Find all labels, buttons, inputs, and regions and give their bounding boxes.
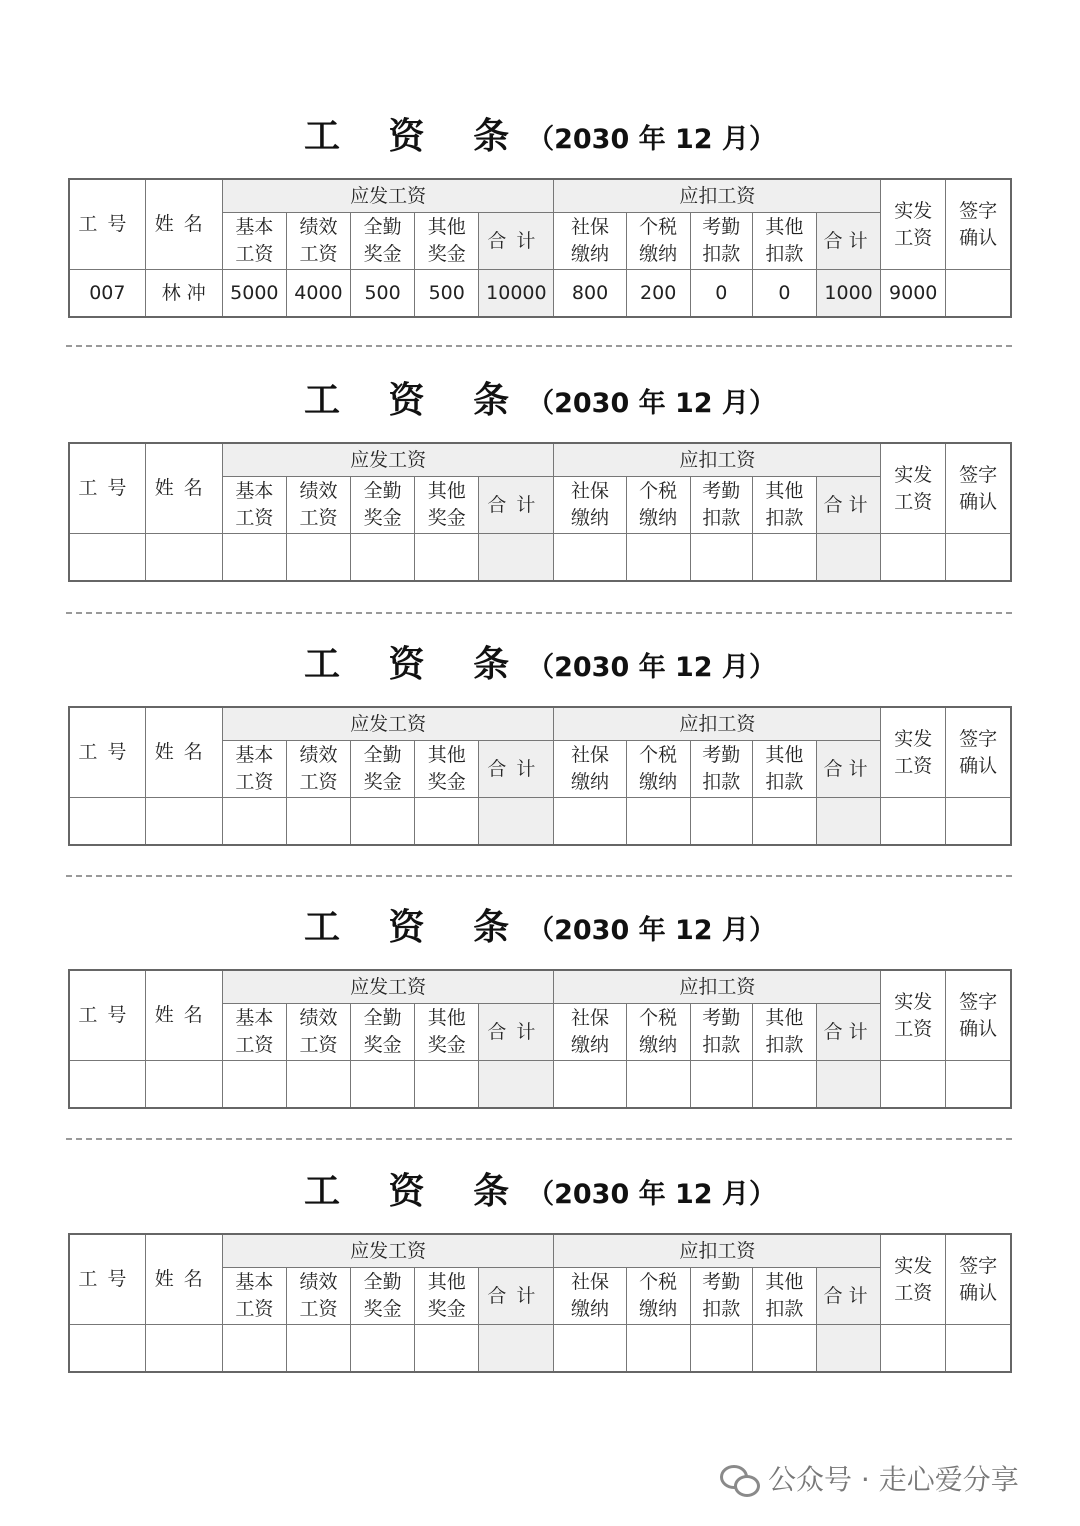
payslip-title (68, 376, 1012, 426)
cell-signature[interactable] (946, 534, 1011, 582)
cut-line (66, 1138, 1012, 1140)
cell-attendance-deduction (690, 1325, 752, 1373)
header-attendance-deduction-label: 考勤扣款 (702, 1271, 741, 1320)
cell-deduct-total (816, 1325, 880, 1373)
header-performance-pay-label: 绩效工资 (299, 1271, 338, 1320)
cell-base-salary (222, 534, 286, 582)
cell-gross-total (479, 1061, 554, 1109)
header-performance-pay-label: 绩效工资 (299, 216, 338, 265)
header-emp-id: 工号 (69, 707, 145, 798)
cell-gross-total (479, 798, 554, 846)
title-period: （2030 年 12 月） (527, 124, 776, 155)
cell-other-deduction: 0 (752, 270, 816, 318)
header-social-security (554, 213, 626, 270)
cell-attendance-bonus: 500 (351, 270, 415, 318)
cell-name (145, 534, 222, 582)
header-name: 姓名 (145, 1234, 222, 1325)
header-attendance-bonus (351, 1004, 415, 1061)
payslip-title (68, 640, 1012, 690)
cell-deduct-total (816, 1061, 880, 1109)
header-income-tax-label: 个税缴纳 (639, 1007, 678, 1056)
cell-signature[interactable] (946, 798, 1011, 846)
header-attendance-deduction-label: 考勤扣款 (702, 744, 741, 793)
table-row (69, 798, 1011, 846)
cell-base-salary (222, 798, 286, 846)
header-net-pay (881, 443, 946, 534)
cell-performance-pay (286, 534, 350, 582)
payslip-table (68, 442, 1012, 582)
cell-signature[interactable] (946, 270, 1011, 318)
cell-deduct-total (816, 534, 880, 582)
header-attendance-bonus-label: 全勤奖金 (363, 1007, 402, 1056)
header-other-bonus-label: 其他奖金 (427, 1271, 466, 1320)
cell-other-deduction (752, 1325, 816, 1373)
header-emp-id: 工号 (69, 1234, 145, 1325)
cell-other-bonus: 500 (415, 270, 479, 318)
cell-social-security (554, 1061, 626, 1109)
header-other-bonus (415, 477, 479, 534)
header-attendance-deduction-label: 考勤扣款 (702, 216, 741, 265)
header-net-pay-label: 实发工资 (894, 727, 933, 777)
cell-performance-pay (286, 1325, 350, 1373)
header-other-bonus (415, 1268, 479, 1325)
cell-base-salary: 5000 (222, 270, 286, 318)
cell-net-pay (881, 798, 946, 846)
header-base-salary (222, 1268, 286, 1325)
header-income-tax (626, 1004, 690, 1061)
cell-signature[interactable] (946, 1325, 1011, 1373)
cut-line (66, 612, 1012, 614)
header-performance-pay (286, 477, 350, 534)
header-deduct-total: 合计 (816, 477, 880, 534)
cell-attendance-deduction (690, 798, 752, 846)
payslip-table (68, 706, 1012, 846)
title-period: （2030 年 12 月） (527, 388, 776, 419)
cell-attendance-deduction (690, 534, 752, 582)
cell-signature[interactable] (946, 1061, 1011, 1109)
cell-gross-total (479, 1325, 554, 1373)
cell-emp-id (69, 1061, 145, 1109)
header-signature (946, 443, 1011, 534)
cell-name (145, 1325, 222, 1373)
table-row (69, 1325, 1011, 1373)
header-performance-pay-label: 绩效工资 (299, 1007, 338, 1056)
cell-base-salary (222, 1061, 286, 1109)
header-attendance-deduction-label: 考勤扣款 (702, 480, 741, 529)
cell-attendance-bonus (351, 1061, 415, 1109)
payslip-title (68, 903, 1012, 953)
header-net-pay (881, 970, 946, 1061)
cell-name: 林 冲 (145, 270, 222, 318)
title-main: 工 资 条 (304, 116, 528, 157)
header-other-bonus-label: 其他奖金 (427, 744, 466, 793)
header-attendance-bonus-label: 全勤奖金 (363, 480, 402, 529)
header-income-tax (626, 477, 690, 534)
header-net-pay (881, 707, 946, 798)
header-base-salary (222, 477, 286, 534)
payslip-table (68, 1233, 1012, 1373)
header-income-tax (626, 213, 690, 270)
header-gross-group: 应发工资 (222, 707, 554, 741)
header-social-security (554, 741, 626, 798)
header-net-pay-label: 实发工资 (894, 463, 933, 513)
header-attendance-bonus-label: 全勤奖金 (363, 744, 402, 793)
header-other-bonus-label: 其他奖金 (427, 1007, 466, 1056)
cell-attendance-deduction (690, 1061, 752, 1109)
cell-net-pay (881, 534, 946, 582)
header-performance-pay (286, 213, 350, 270)
header-net-pay-label: 实发工资 (894, 1254, 933, 1304)
cell-net-pay: 9000 (881, 270, 946, 318)
cell-gross-total (479, 534, 554, 582)
header-base-salary (222, 213, 286, 270)
payslip (68, 380, 1012, 582)
header-performance-pay (286, 1004, 350, 1061)
table-row (69, 534, 1011, 582)
header-gross-group: 应发工资 (222, 1234, 554, 1268)
header-other-bonus-label: 其他奖金 (427, 480, 466, 529)
watermark (720, 1458, 1019, 1502)
header-other-deduction (752, 477, 816, 534)
cell-attendance-bonus (351, 798, 415, 846)
header-other-deduction (752, 1004, 816, 1061)
header-net-pay (881, 179, 946, 270)
title-period: （2030 年 12 月） (527, 915, 776, 946)
header-income-tax-label: 个税缴纳 (639, 744, 678, 793)
header-deduct-total: 合计 (816, 1004, 880, 1061)
header-gross-total: 合计 (479, 1004, 554, 1061)
cut-line (66, 345, 1012, 347)
title-period: （2030 年 12 月） (527, 652, 776, 683)
header-attendance-bonus-label: 全勤奖金 (363, 216, 402, 265)
header-social-security (554, 1004, 626, 1061)
cell-other-bonus (415, 1325, 479, 1373)
header-deduct-group: 应扣工资 (554, 179, 881, 213)
payslip-title (68, 1167, 1012, 1217)
header-deduct-group: 应扣工资 (554, 970, 881, 1004)
cell-other-deduction (752, 1061, 816, 1109)
header-deduct-group: 应扣工资 (554, 707, 881, 741)
header-base-salary (222, 1004, 286, 1061)
header-other-deduction-label: 其他扣款 (765, 744, 804, 793)
header-attendance-bonus (351, 477, 415, 534)
header-performance-pay-label: 绩效工资 (299, 744, 338, 793)
header-other-bonus-label: 其他奖金 (427, 216, 466, 265)
header-gross-group: 应发工资 (222, 179, 554, 213)
cell-deduct-total: 1000 (816, 270, 880, 318)
cell-performance-pay (286, 798, 350, 846)
header-attendance-bonus (351, 741, 415, 798)
payslip (68, 116, 1012, 318)
cell-performance-pay: 4000 (286, 270, 350, 318)
header-signature-label: 签字确认 (959, 199, 998, 249)
header-gross-total: 合计 (479, 213, 554, 270)
header-other-bonus (415, 213, 479, 270)
cell-other-bonus (415, 1061, 479, 1109)
header-attendance-bonus (351, 1268, 415, 1325)
cell-name (145, 798, 222, 846)
header-income-tax (626, 741, 690, 798)
cell-base-salary (222, 1325, 286, 1373)
header-attendance-bonus (351, 213, 415, 270)
header-performance-pay-label: 绩效工资 (299, 480, 338, 529)
header-base-salary-label: 基本工资 (235, 744, 274, 793)
cell-income-tax (626, 1325, 690, 1373)
header-other-deduction-label: 其他扣款 (765, 1007, 804, 1056)
header-attendance-bonus-label: 全勤奖金 (363, 1271, 402, 1320)
header-gross-group: 应发工资 (222, 970, 554, 1004)
header-other-deduction-label: 其他扣款 (765, 480, 804, 529)
title-period: （2030 年 12 月） (527, 1179, 776, 1210)
header-emp-id: 工号 (69, 443, 145, 534)
cell-income-tax (626, 798, 690, 846)
header-base-salary-label: 基本工资 (235, 480, 274, 529)
header-signature-label: 签字确认 (959, 1254, 998, 1304)
header-name: 姓名 (145, 443, 222, 534)
cell-social-security (554, 534, 626, 582)
header-signature (946, 1234, 1011, 1325)
title-main: 工 资 条 (304, 644, 528, 685)
header-base-salary-label: 基本工资 (235, 216, 274, 265)
cell-other-bonus (415, 798, 479, 846)
header-signature (946, 970, 1011, 1061)
header-gross-total: 合计 (479, 1268, 554, 1325)
header-deduct-group: 应扣工资 (554, 1234, 881, 1268)
header-gross-total: 合计 (479, 741, 554, 798)
cell-other-deduction (752, 798, 816, 846)
header-attendance-deduction-label: 考勤扣款 (702, 1007, 741, 1056)
cell-attendance-bonus (351, 1325, 415, 1373)
payslip (68, 644, 1012, 846)
header-performance-pay (286, 741, 350, 798)
cell-income-tax (626, 534, 690, 582)
header-other-bonus (415, 741, 479, 798)
header-gross-group: 应发工资 (222, 443, 554, 477)
cell-gross-total: 10000 (479, 270, 554, 318)
cell-name (145, 1061, 222, 1109)
cell-other-deduction (752, 534, 816, 582)
header-emp-id: 工号 (69, 970, 145, 1061)
title-main: 工 资 条 (304, 1171, 528, 1212)
header-signature (946, 179, 1011, 270)
payslip (68, 907, 1012, 1109)
title-main: 工 资 条 (304, 907, 528, 948)
header-other-deduction (752, 741, 816, 798)
header-social-security (554, 477, 626, 534)
header-social-security-label: 社保缴纳 (571, 744, 610, 793)
cell-attendance-bonus (351, 534, 415, 582)
cell-performance-pay (286, 1061, 350, 1109)
cell-attendance-deduction: 0 (690, 270, 752, 318)
header-attendance-deduction (690, 1268, 752, 1325)
cell-social-security (554, 798, 626, 846)
header-net-pay-label: 实发工资 (894, 199, 933, 249)
cell-emp-id (69, 534, 145, 582)
header-net-pay-label: 实发工资 (894, 990, 933, 1040)
header-other-deduction (752, 1268, 816, 1325)
header-deduct-total: 合计 (816, 213, 880, 270)
title-main: 工 资 条 (304, 380, 528, 421)
header-attendance-deduction (690, 213, 752, 270)
header-income-tax-label: 个税缴纳 (639, 1271, 678, 1320)
header-deduct-group: 应扣工资 (554, 443, 881, 477)
header-other-deduction-label: 其他扣款 (765, 216, 804, 265)
header-signature-label: 签字确认 (959, 463, 998, 513)
header-income-tax-label: 个税缴纳 (639, 480, 678, 529)
cell-net-pay (881, 1061, 946, 1109)
header-social-security (554, 1268, 626, 1325)
header-attendance-deduction (690, 741, 752, 798)
wechat-icon (720, 1463, 760, 1499)
cell-social-security: 800 (554, 270, 626, 318)
header-social-security-label: 社保缴纳 (571, 480, 610, 529)
cell-deduct-total (816, 798, 880, 846)
cut-line (66, 875, 1012, 877)
cell-net-pay (881, 1325, 946, 1373)
header-base-salary-label: 基本工资 (235, 1007, 274, 1056)
table-row (69, 1061, 1011, 1109)
header-emp-id: 工号 (69, 179, 145, 270)
header-deduct-total: 合计 (816, 1268, 880, 1325)
header-attendance-deduction (690, 1004, 752, 1061)
cell-income-tax: 200 (626, 270, 690, 318)
watermark-text: 公众号 · 走心爱分享 (768, 1463, 1019, 1496)
header-social-security-label: 社保缴纳 (571, 216, 610, 265)
header-base-salary-label: 基本工资 (235, 1271, 274, 1320)
header-signature (946, 707, 1011, 798)
header-other-deduction (752, 213, 816, 270)
header-attendance-deduction (690, 477, 752, 534)
header-other-deduction-label: 其他扣款 (765, 1271, 804, 1320)
payslip-table (68, 178, 1012, 318)
header-social-security-label: 社保缴纳 (571, 1007, 610, 1056)
cell-emp-id: 007 (69, 270, 145, 318)
cell-emp-id (69, 1325, 145, 1373)
header-social-security-label: 社保缴纳 (571, 1271, 610, 1320)
cell-other-bonus (415, 534, 479, 582)
payslip-table (68, 969, 1012, 1109)
header-name: 姓名 (145, 179, 222, 270)
header-name: 姓名 (145, 707, 222, 798)
header-base-salary (222, 741, 286, 798)
table-row (69, 270, 1011, 318)
header-deduct-total: 合计 (816, 741, 880, 798)
payslip (68, 1171, 1012, 1373)
header-income-tax-label: 个税缴纳 (639, 216, 678, 265)
header-net-pay (881, 1234, 946, 1325)
cell-income-tax (626, 1061, 690, 1109)
header-gross-total: 合计 (479, 477, 554, 534)
cell-social-security (554, 1325, 626, 1373)
header-other-bonus (415, 1004, 479, 1061)
header-income-tax (626, 1268, 690, 1325)
header-signature-label: 签字确认 (959, 990, 998, 1040)
header-signature-label: 签字确认 (959, 727, 998, 777)
cell-emp-id (69, 798, 145, 846)
header-name: 姓名 (145, 970, 222, 1061)
payslip-title (68, 112, 1012, 162)
header-performance-pay (286, 1268, 350, 1325)
